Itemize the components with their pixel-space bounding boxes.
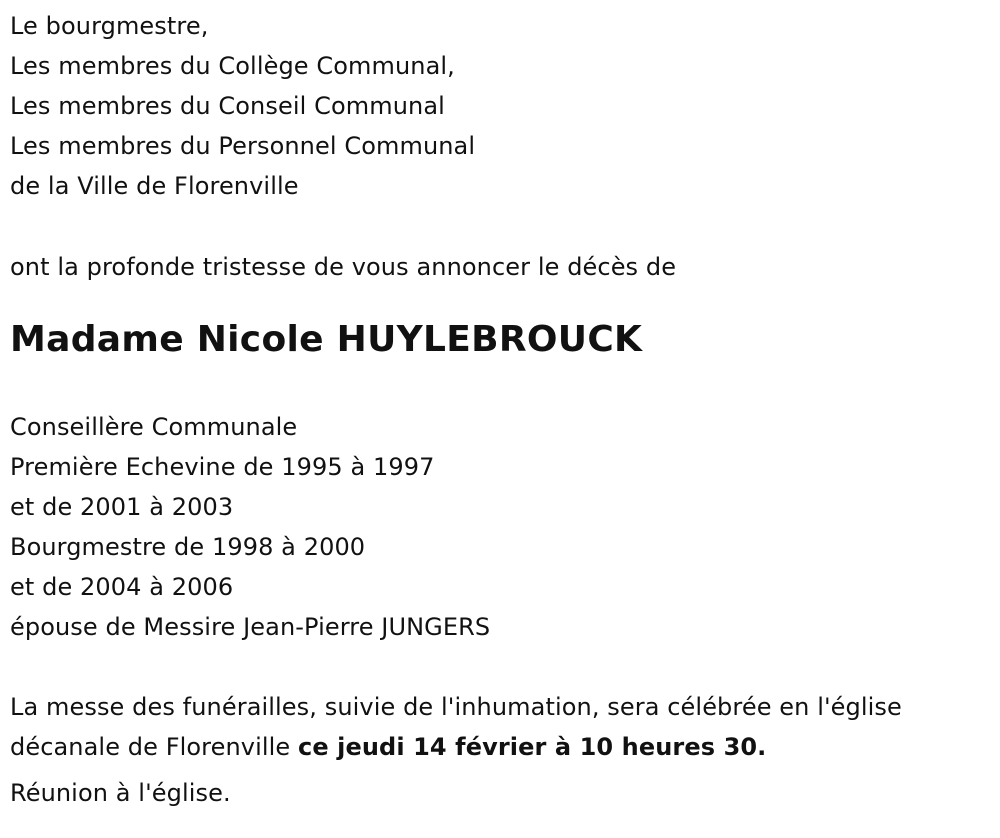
announcement-text: ont la profonde tristesse de vous annoncer le décès de bbox=[10, 253, 677, 281]
title-line: et de 2004 à 2006 bbox=[10, 573, 234, 601]
header-line: Les membres du Personnel Communal bbox=[10, 132, 476, 160]
funeral-line-1: La messe des funérailles, suivie de l'inhumation, sera célébrée en l'église bbox=[10, 693, 902, 721]
spacer bbox=[10, 206, 990, 247]
title-line: Bourgmestre de 1998 à 2000 bbox=[10, 533, 366, 561]
header-block bbox=[10, 6, 990, 206]
title-line: et de 2001 à 2003 bbox=[10, 493, 234, 521]
funeral-date-time: ce jeudi 14 février à 10 heures 30. bbox=[298, 733, 767, 761]
obituary-notice bbox=[10, 6, 990, 813]
title-line: Conseillère Communale bbox=[10, 413, 298, 441]
title-line: épouse de Messire Jean-Pierre JUNGERS bbox=[10, 613, 491, 641]
spacer bbox=[10, 365, 990, 407]
spacer bbox=[10, 287, 990, 315]
header-line: Le bourgmestre, bbox=[10, 12, 209, 40]
header-line: Les membres du Collège Communal, bbox=[10, 52, 455, 80]
funeral-line-2 bbox=[10, 727, 990, 767]
title-line: Première Echevine de 1995 à 1997 bbox=[10, 453, 435, 481]
titles-block bbox=[10, 407, 990, 647]
header-line: de la Ville de Florenville bbox=[10, 172, 299, 200]
funeral-location: décanale de Florenville bbox=[10, 733, 298, 761]
header-line: Les membres du Conseil Communal bbox=[10, 92, 445, 120]
funeral-details bbox=[10, 687, 990, 767]
deceased-name: Madame Nicole HUYLEBROUCK bbox=[10, 319, 643, 360]
meeting-note: Réunion à l'église. bbox=[10, 779, 231, 807]
spacer bbox=[10, 647, 990, 687]
